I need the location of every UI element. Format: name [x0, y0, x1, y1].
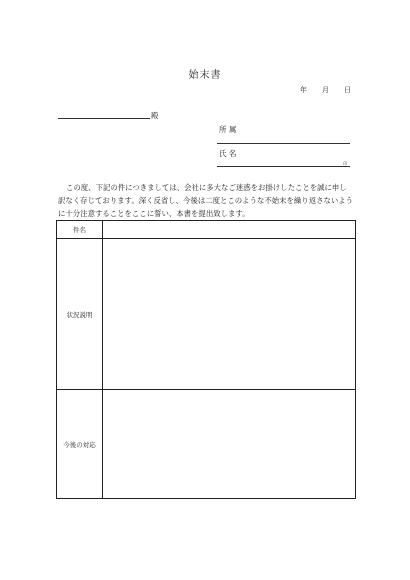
addressee-suffix: 殿 [151, 111, 159, 120]
table-row [57, 390, 356, 499]
date-month-label: 月 [322, 86, 329, 94]
future-action-cell [103, 390, 356, 499]
future-action-header: 今後の対応 [57, 390, 103, 499]
table-row [57, 239, 356, 390]
statement-text: この度、下記の件につきましては、会社に多大なご迷惑をお掛けしたことを誠に申し訳なく存じております。深く反省し、今後は二度とこのような不始末を繰り返さないように十分注意することをここに誓い、本書を提出致します。 [58, 183, 354, 218]
situation-header: 状況説明 [57, 239, 103, 390]
situation-cell [103, 239, 356, 390]
document-title: 始末書 [188, 70, 222, 81]
affiliation-line [217, 143, 350, 144]
name-label: 氏 名 [219, 149, 237, 158]
date-day-label: 日 [344, 86, 351, 94]
addressee-line [58, 118, 150, 119]
name-line [217, 166, 350, 167]
table-row [57, 221, 356, 239]
subject-cell [103, 221, 356, 239]
subject-header: 件名 [57, 221, 103, 239]
date-year-label: 年 [300, 86, 307, 94]
affiliation-label: 所 属 [219, 125, 237, 134]
incident-table [56, 220, 356, 499]
seal-mark: 印 [343, 161, 347, 166]
